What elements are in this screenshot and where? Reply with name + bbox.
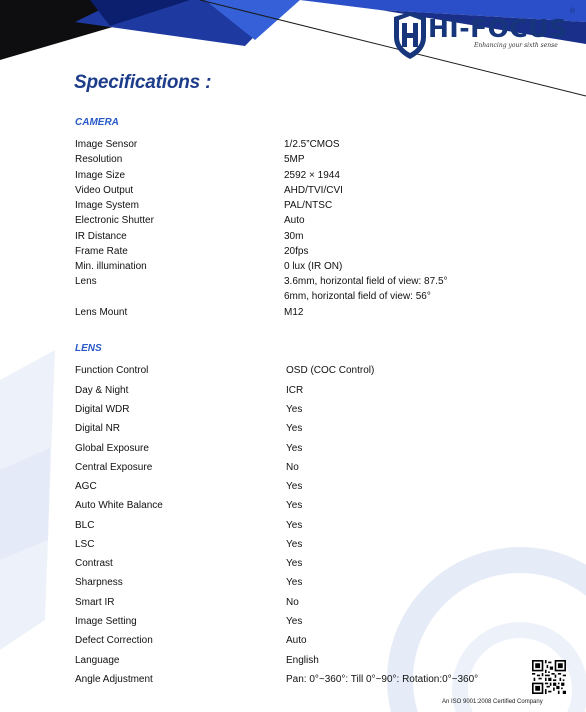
spec-label: Defect Correction: [75, 635, 153, 646]
spec-row: [75, 462, 535, 478]
spec-row: [75, 520, 535, 536]
spec-row: [75, 276, 535, 307]
spec-label: Frame Rate: [75, 246, 128, 257]
spec-label: Image Sensor: [75, 139, 138, 150]
spec-label: Global Exposure: [75, 443, 149, 454]
spec-value: Yes: [286, 616, 303, 627]
spec-row: [75, 558, 535, 574]
spec-row: [75, 170, 535, 186]
spec-row: [75, 616, 535, 632]
spec-value: 0 lux (IR ON): [284, 261, 343, 272]
spec-label: Central Exposure: [75, 462, 153, 473]
spec-value: 30m: [284, 231, 304, 242]
spec-row: [75, 215, 535, 231]
spec-value: 1/2.5”CMOS: [284, 139, 340, 150]
spec-value-secondary: 6mm, horizontal field of view: 56°: [284, 291, 431, 302]
spec-row: [75, 539, 535, 555]
spec-label: BLC: [75, 520, 95, 531]
spec-label: Image System: [75, 200, 139, 211]
spec-value: Yes: [286, 558, 303, 569]
spec-value: 2592 × 1944: [284, 170, 340, 181]
spec-row: [75, 635, 535, 651]
qr-code-icon: [532, 660, 566, 694]
spec-value: Yes: [286, 423, 303, 434]
spec-label: Resolution: [75, 154, 123, 165]
spec-value: No: [286, 462, 299, 473]
spec-value: M12: [284, 307, 304, 318]
section-heading-camera: CAMERA: [75, 117, 119, 128]
spec-row: [75, 365, 535, 381]
spec-value: Auto: [286, 635, 307, 646]
spec-row: [75, 385, 535, 401]
spec-label: Angle Adjustment: [75, 674, 153, 685]
spec-label: Image Setting: [75, 616, 137, 627]
spec-value: ICR: [286, 385, 304, 396]
spec-label: Video Output: [75, 185, 134, 196]
spec-value: Auto: [284, 215, 305, 226]
spec-value: Yes: [286, 443, 303, 454]
spec-row: [75, 423, 535, 439]
spec-value: Yes: [286, 539, 303, 550]
spec-row: [75, 443, 535, 459]
spec-row: [75, 674, 535, 690]
spec-label: Language: [75, 655, 120, 666]
spec-label: Auto White Balance: [75, 500, 163, 511]
spec-row: [75, 577, 535, 593]
spec-label: Min. illumination: [75, 261, 147, 272]
spec-value: OSD (COC Control): [286, 365, 375, 376]
spec-value: AHD/TVI/CVI: [284, 185, 343, 196]
spec-value: Yes: [286, 520, 303, 531]
spec-value: Yes: [286, 500, 303, 511]
spec-value: 3.6mm, horizontal field of view: 87.5°: [284, 276, 448, 287]
registered-mark: ®: [570, 8, 576, 15]
spec-label: Smart IR: [75, 597, 115, 608]
spec-value: Yes: [286, 404, 303, 415]
spec-label: Function Control: [75, 365, 149, 376]
spec-label: Day & Night: [75, 385, 129, 396]
spec-row: [75, 231, 535, 247]
spec-label: Lens: [75, 276, 97, 287]
spec-label: Electronic Shutter: [75, 215, 154, 226]
spec-value: Yes: [286, 577, 303, 588]
spec-value: No: [286, 597, 299, 608]
spec-value: 20fps: [284, 246, 309, 257]
spec-label: LSC: [75, 539, 95, 550]
spec-label: AGC: [75, 481, 97, 492]
spec-value: Yes: [286, 481, 303, 492]
spec-value: English: [286, 655, 319, 666]
spec-row: [75, 261, 535, 277]
spec-row: [75, 139, 535, 155]
spec-row: [75, 307, 535, 323]
spec-label: IR Distance: [75, 231, 127, 242]
spec-label: Image Size: [75, 170, 126, 181]
spec-row: [75, 655, 535, 671]
spec-row: [75, 481, 535, 497]
spec-label: Digital WDR: [75, 404, 130, 415]
spec-label: Contrast: [75, 558, 113, 569]
spec-label: Digital NR: [75, 423, 121, 434]
spec-row: [75, 246, 535, 262]
brand-name: HI-FOCUS: [428, 14, 568, 43]
spec-row: [75, 500, 535, 516]
brand-tagline: Enhancing your sixth sense: [474, 42, 558, 49]
spec-row: [75, 154, 535, 170]
spec-value: PAL/NTSC: [284, 200, 333, 211]
spec-value: 5MP: [284, 154, 305, 165]
spec-row: [75, 200, 535, 216]
page-title: Specifications :: [74, 72, 212, 93]
spec-label: Sharpness: [75, 577, 123, 588]
spec-value: Pan: 0°~360°: Till 0°~90°: Rotation:0°~360°: [286, 674, 479, 685]
section-heading-lens: LENS: [75, 343, 102, 354]
spec-label: Lens Mount: [75, 307, 128, 318]
iso-certification: An ISO 9001:2008 Certified Company: [442, 699, 543, 705]
spec-row: [75, 597, 535, 613]
spec-row: [75, 185, 535, 201]
spec-row: [75, 404, 535, 420]
